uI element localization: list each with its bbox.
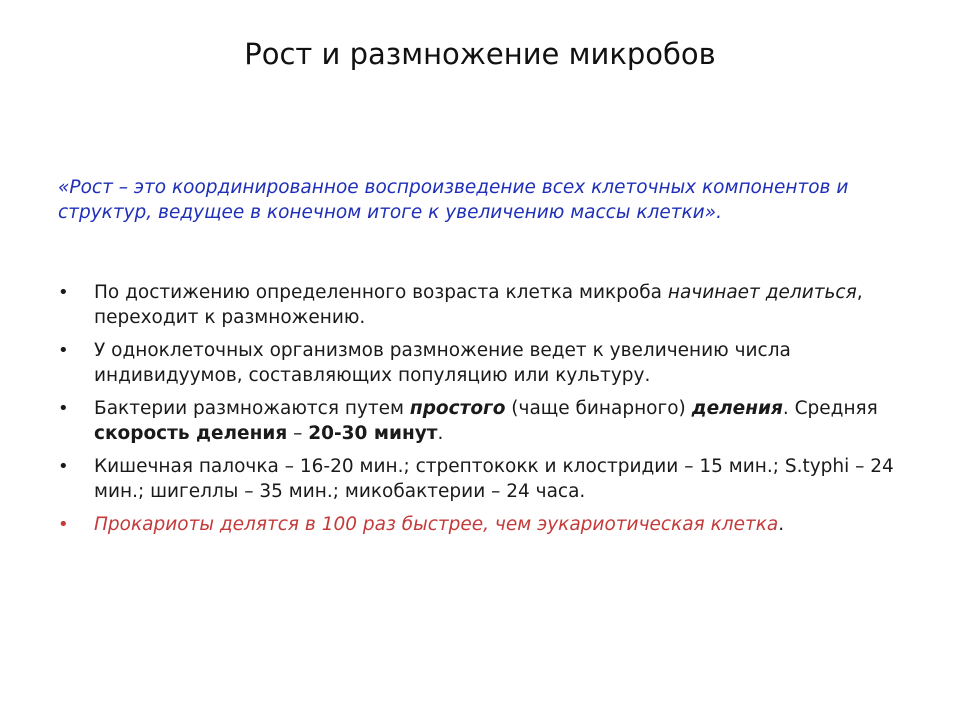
bullet-icon: • bbox=[58, 398, 69, 419]
bullet-strong: 20-30 минут bbox=[308, 423, 438, 444]
bullet-item-prokaryotes bbox=[56, 512, 916, 537]
bullet-text: (чаще бинарного) bbox=[505, 398, 692, 419]
bullet-text: . bbox=[437, 423, 444, 444]
bullet-item-division-times bbox=[56, 454, 916, 504]
bullet-emphasis: деления bbox=[691, 398, 783, 419]
bullet-text: , переходит к размножению. bbox=[94, 282, 863, 328]
bullet-emphasis: начинает делиться bbox=[667, 282, 857, 303]
bullet-icon: • bbox=[58, 456, 69, 477]
bullet-icon: • bbox=[58, 282, 69, 303]
bullet-emphasis: простого bbox=[409, 398, 506, 419]
bullet-list bbox=[56, 280, 916, 545]
bullet-text: У одноклеточных организмов размножение ведет к увеличению числа индивидуумов, составляющих популяцию или культуру. bbox=[94, 340, 791, 386]
bullet-icon: • bbox=[58, 514, 69, 535]
bullet-text: Бактерии размножаются путем bbox=[94, 398, 410, 419]
bullet-highlight: Прокариоты делятся в 100 раз быстрее, чем эукариотическая клетка bbox=[94, 514, 779, 535]
bullet-text: По достижению определенного возраста клетка микроба bbox=[94, 282, 668, 303]
bullet-icon: • bbox=[58, 340, 69, 361]
bullet-text: Кишечная палочка – 16-20 мин.; стрептококк и клостридии – 15 мин.; S.typhi – 24 мин.; шигеллы – 35 мин.; микобактерии – 24 часа. bbox=[94, 456, 894, 502]
slide-title: Рост и размножение микробов bbox=[244, 37, 716, 71]
bullet-text: . bbox=[778, 514, 785, 535]
bullet-text: . Средняя bbox=[782, 398, 878, 419]
bullet-item-binary-division bbox=[56, 396, 916, 446]
bullet-item-population bbox=[56, 338, 916, 388]
bullet-item-division-start bbox=[56, 280, 916, 330]
growth-definition: «Рост – это координированное воспроизведение всех клеточных компонентов и структур, ведущее в конечном итоге к увеличению массы клетки». bbox=[58, 177, 849, 223]
bullet-strong: скорость деления bbox=[94, 423, 288, 444]
bullet-text: – bbox=[287, 423, 309, 444]
